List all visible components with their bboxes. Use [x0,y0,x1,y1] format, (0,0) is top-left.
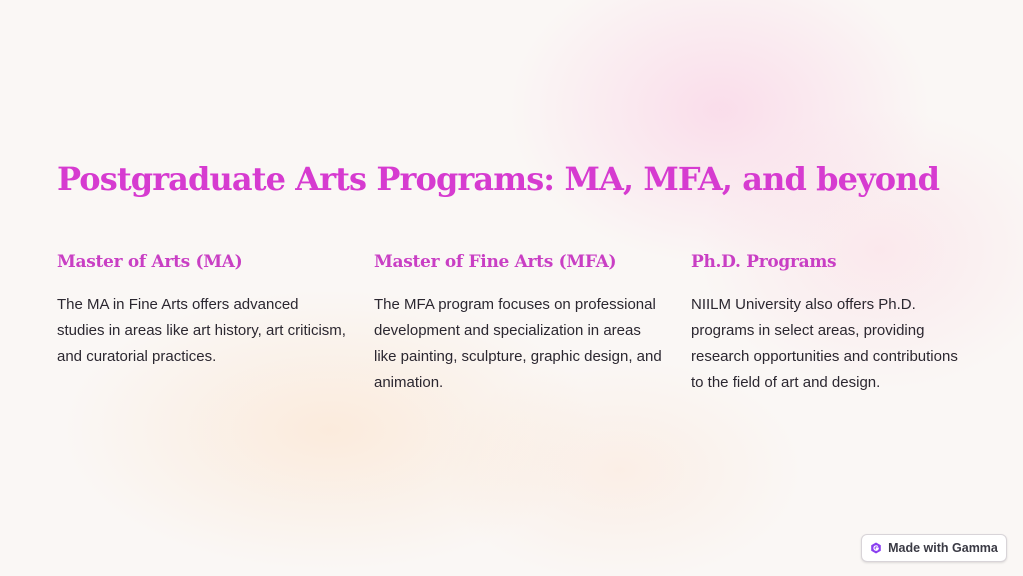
gamma-logo-icon [870,542,882,554]
column-heading: Master of Fine Arts (MFA) [374,252,617,272]
column-heading: Ph.D. Programs [691,252,837,272]
column-body: The MA in Fine Arts offers advanced studies in areas like art history, art criticism, and curatorial practices. [57,296,346,365]
column-phd [691,252,971,396]
badge-label: Made with Gamma [888,541,998,555]
column-ma [57,252,349,370]
column-body: NIILM University also offers Ph.D. programs in select areas, providing research opportunities and contributions to the field of art and design. [691,296,958,391]
slide-title: Postgraduate Arts Programs: MA, MFA, and beyond [57,160,940,198]
column-body: The MFA program focuses on professional development and specialization in areas like painting, sculpture, graphic design, and animation. [374,296,662,391]
made-with-gamma-button[interactable] [861,534,1007,562]
column-mfa [374,252,666,396]
column-heading: Master of Arts (MA) [57,252,243,272]
